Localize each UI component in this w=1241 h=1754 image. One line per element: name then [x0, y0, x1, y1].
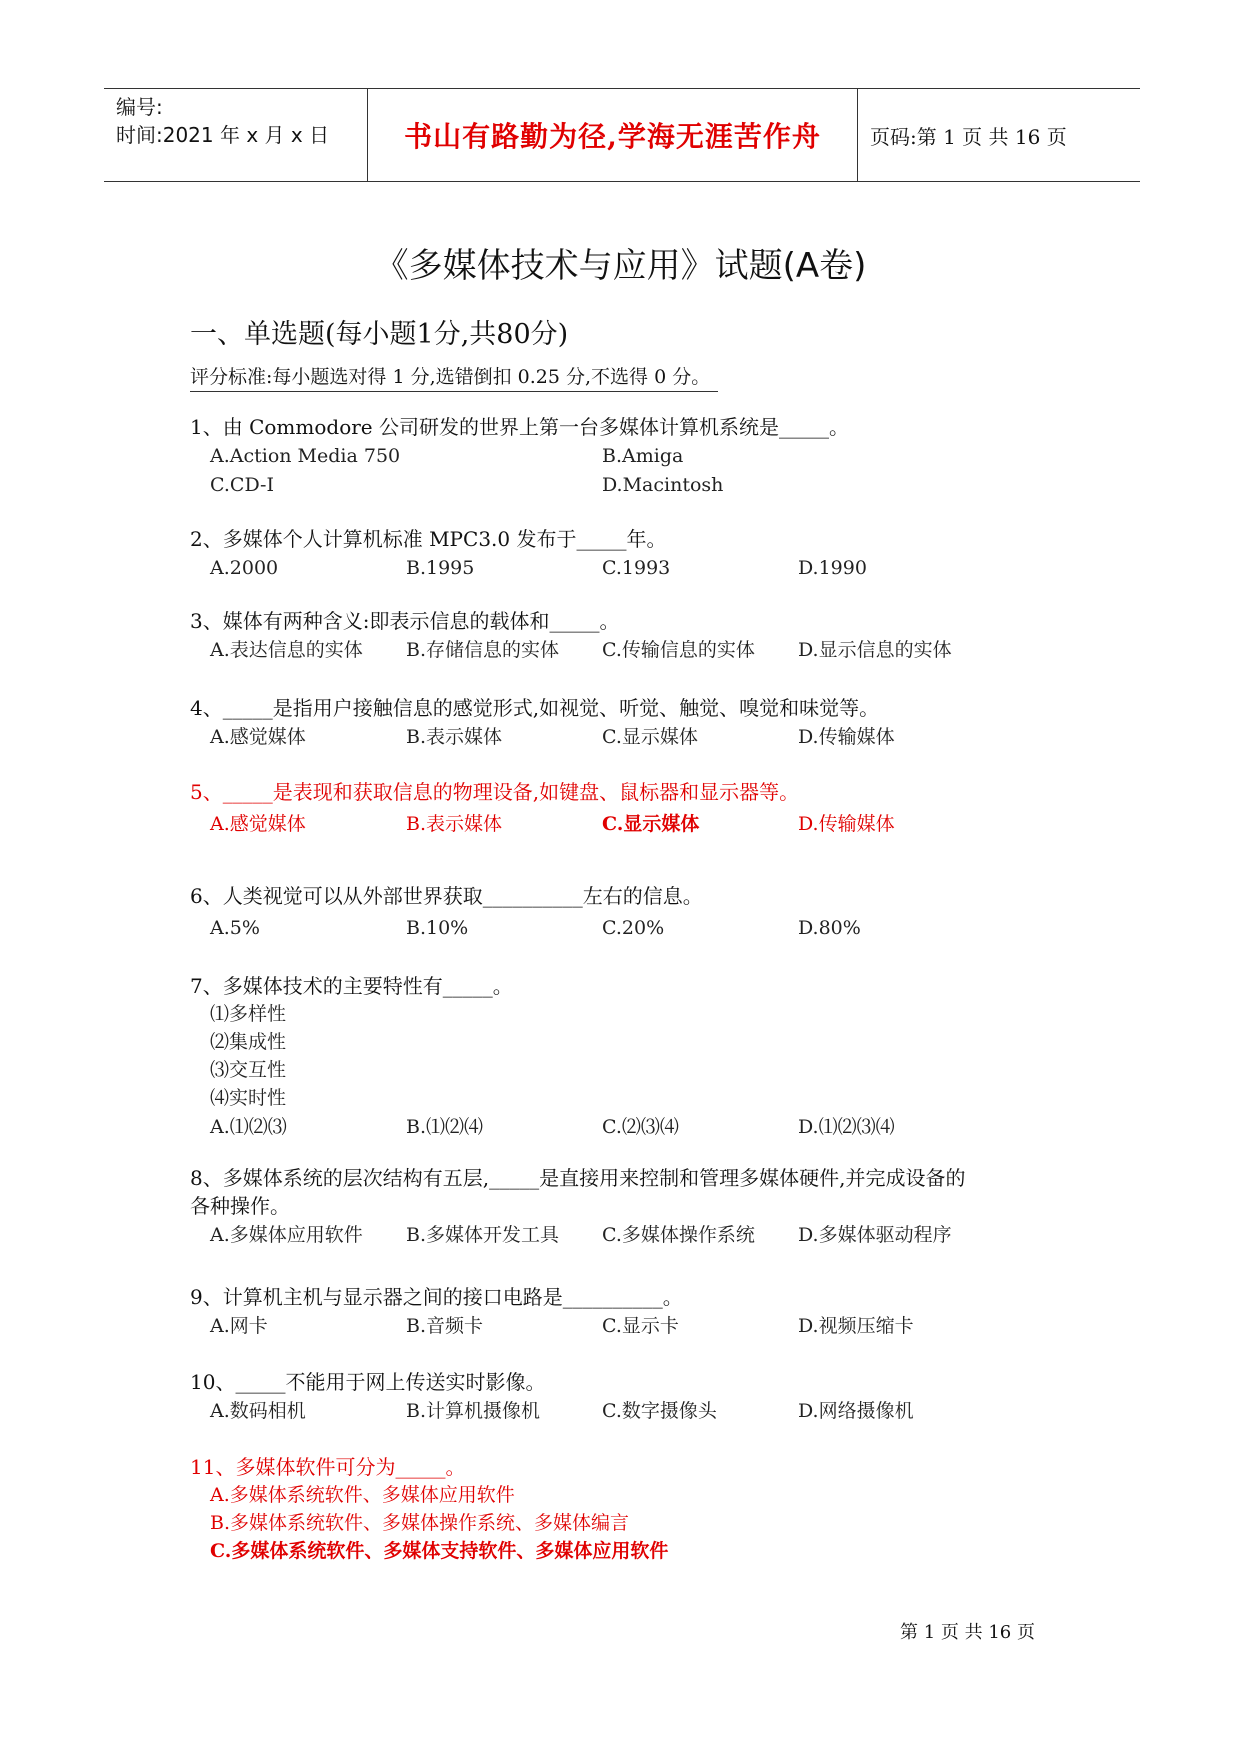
option-a: A.⑴⑵⑶: [210, 1116, 287, 1138]
question-1: [190, 413, 1090, 499]
question-item: ⑴多样性: [210, 1003, 287, 1025]
option-c: C.传输信息的实体: [602, 639, 755, 661]
page-header: [104, 88, 1140, 182]
question-stem: 11、多媒体软件可分为_____。: [190, 1455, 466, 1479]
question-stem: 10、_____不能用于网上传送实时影像。: [190, 1370, 546, 1394]
option-row: [190, 914, 1090, 942]
option-a: A.网卡: [210, 1315, 268, 1337]
option-c-correct: C.多媒体系统软件、多媒体支持软件、多媒体应用软件: [210, 1540, 669, 1562]
option-row: [190, 1397, 1090, 1425]
option-d: D.⑴⑵⑶⑷: [798, 1116, 895, 1138]
option-c: C.20%: [602, 917, 665, 939]
option-a: A.多媒体应用软件: [210, 1224, 363, 1246]
question-stem: 5、_____是表现和获取信息的物理设备,如键盘、鼠标器和显示器等。: [190, 780, 800, 804]
document-number-label: 编号:: [116, 95, 163, 119]
header-page-cell: [858, 89, 1140, 181]
option-b: B.存储信息的实体: [406, 639, 560, 661]
option-b: B.多媒体系统软件、多媒体操作系统、多媒体编言: [210, 1512, 630, 1534]
question-item: ⑵集成性: [210, 1031, 287, 1053]
option-c: C.CD-I: [210, 474, 274, 496]
question-item: ⑷实时性: [210, 1087, 287, 1109]
question-7: [190, 972, 1090, 1141]
question-stem: 9、计算机主机与显示器之间的接口电路是__________。: [190, 1285, 683, 1309]
option-b: B.音频卡: [406, 1315, 484, 1337]
question-11: [190, 1453, 1090, 1565]
header-motto-cell: [368, 89, 858, 181]
option-row: [190, 636, 1090, 664]
option-b: B.表示媒体: [406, 813, 503, 835]
option-row: [190, 471, 1090, 499]
option-d: D.视频压缩卡: [798, 1315, 914, 1337]
option-row: [190, 554, 1090, 582]
option-row: [190, 1221, 1090, 1249]
option-row: [190, 1312, 1090, 1340]
option-a: A.2000: [210, 557, 279, 579]
option-row: [190, 442, 1090, 470]
question-8: [190, 1164, 1090, 1249]
question-stem: 4、_____是指用户接触信息的感觉形式,如视觉、听觉、触觉、嗅觉和味觉等。: [190, 696, 880, 720]
option-c: C.显示卡: [602, 1315, 679, 1337]
header-motto: 书山有路勤为径,学海无涯苦作舟: [404, 120, 821, 153]
header-page-code: 页码:第 1 页 共 16 页: [870, 124, 1067, 149]
option-a: A.表达信息的实体: [210, 639, 363, 661]
exam-title: 《多媒体技术与应用》试题(A卷): [374, 246, 867, 286]
scoring-criteria: 评分标准:每小题选对得 1 分,选错倒扣 0.25 分,不选得 0 分。: [190, 362, 718, 392]
option-d: D.Macintosh: [602, 474, 724, 496]
option-d: D.传输媒体: [798, 726, 895, 748]
question-item: ⑶交互性: [210, 1059, 287, 1081]
option-a: A.Action Media 750: [210, 445, 401, 467]
option-b: B.⑴⑵⑷: [406, 1116, 484, 1138]
page-footer: 第 1 页 共 16 页: [900, 1622, 1035, 1643]
option-b: B.1995: [406, 557, 475, 579]
question-10: [190, 1368, 1090, 1425]
option-row: [190, 1113, 1090, 1141]
question-stem: 7、多媒体技术的主要特性有_____。: [190, 974, 513, 998]
question-stem: 3、媒体有两种含义:即表示信息的载体和_____。: [190, 609, 620, 633]
document-time-label: 时间:2021 年 x 月 x 日: [116, 123, 330, 147]
option-d: D.网络摄像机: [798, 1400, 914, 1422]
option-d: D.显示信息的实体: [798, 639, 952, 661]
option-c: C.多媒体操作系统: [602, 1224, 755, 1246]
option-b: B.Amiga: [602, 445, 684, 467]
option-a: A.多媒体系统软件、多媒体应用软件: [210, 1484, 515, 1506]
option-d: D.80%: [798, 917, 861, 939]
option-row: [190, 723, 1090, 751]
option-b: B.计算机摄像机: [406, 1400, 541, 1422]
question-9: [190, 1283, 1090, 1340]
question-6: [190, 882, 1090, 942]
option-c: C.1993: [602, 557, 671, 579]
option-a: A.感觉媒体: [210, 726, 306, 748]
option-row: [190, 810, 1090, 838]
option-d: D.传输媒体: [798, 813, 895, 835]
option-c: C.数字摄像头: [602, 1400, 717, 1422]
question-stem: 8、多媒体系统的层次结构有五层,_____是直接用来控制和管理多媒体硬件,并完成设备的: [190, 1166, 966, 1190]
option-a: A.数码相机: [210, 1400, 306, 1422]
option-d: D.1990: [798, 557, 867, 579]
option-b: B.表示媒体: [406, 726, 503, 748]
option-c: C.显示媒体: [602, 726, 698, 748]
question-stem: 6、人类视觉可以从外部世界获取__________左右的信息。: [190, 884, 703, 908]
option-a: A.感觉媒体: [210, 813, 306, 835]
question-2: [190, 525, 1090, 582]
option-c: C.⑵⑶⑷: [602, 1116, 679, 1138]
option-b: B.10%: [406, 917, 469, 939]
section-heading: 一、单选题(每小题1分,共80分): [190, 319, 569, 350]
option-c-correct: C.显示媒体: [602, 813, 700, 835]
option-d: D.多媒体驱动程序: [798, 1224, 952, 1246]
question-3: [190, 607, 1090, 664]
option-a: A.5%: [210, 917, 260, 939]
option-b: B.多媒体开发工具: [406, 1224, 560, 1246]
header-meta-cell: [104, 89, 368, 181]
question-stem: 1、由 Commodore 公司研发的世界上第一台多媒体计算机系统是_____。: [190, 415, 849, 439]
question-stem-continued: 各种操作。: [190, 1194, 290, 1218]
question-stem: 2、多媒体个人计算机标准 MPC3.0 发布于_____年。: [190, 527, 667, 551]
question-5: [190, 778, 1090, 838]
question-4: [190, 694, 1090, 751]
